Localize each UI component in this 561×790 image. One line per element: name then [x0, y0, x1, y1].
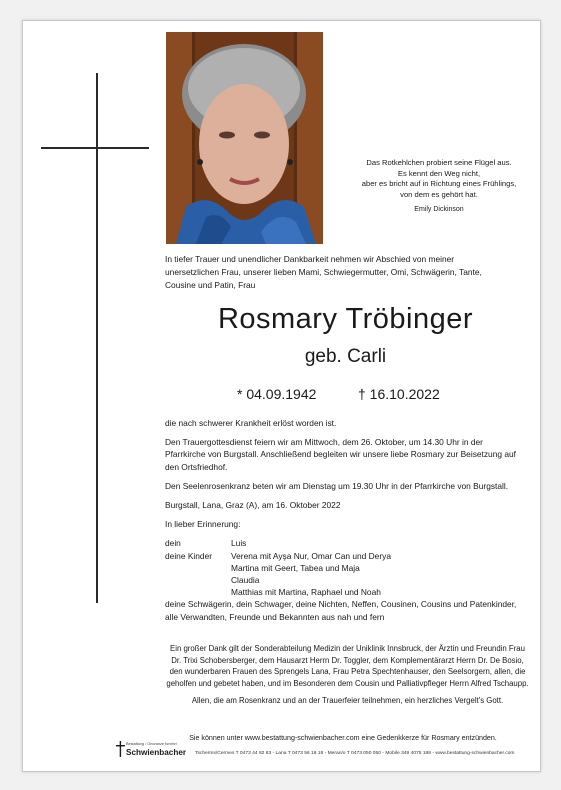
logo-subtitle: Bestattung / Onoranze funebri	[126, 742, 177, 746]
memorial-candle-note: Sie können unter www.bestattung-schwienbacher.com eine Gedenkkerze für Rosmary entzünden.	[189, 734, 497, 742]
family-label-children: deine Kinder	[165, 550, 213, 561]
remembrance-heading: In lieber Erinnerung:	[165, 519, 241, 530]
quote-line: Das Rotkehlchen probiert seine Flügel aus.	[366, 158, 512, 167]
contact-line: Tscherms/Cermes T 0473 44 82 83 - Lana T 0473 56 18 18 - Meran/o T 0473 050 050 - Mobile 349 4075 188 - www.bestattung-schwienbacher.com	[195, 751, 515, 756]
thanks-paragraph: Ein großer Dank gilt der Sonderabteilung Medizin der Uniklinik Innsbruck, der Ärztin und Freundin Frau Dr. Trixi Schobersberger, dem Hausarzt Herrn Dr. Toggler, dem Komplementärarzt Herrn Dr. De Bosio, den wunderbaren Frauen des Sprengels Lana, Frau Petra Spechtenhauser, den Seelsorgern, allen, die geholfen und gebetet haben, und im Besonderen dem Cousin und Palliativpfleger Herrn Alfred Tschaupp.	[166, 644, 529, 688]
funeral-home-logo	[115, 740, 193, 762]
rosary-paragraph: Den Seelenrosenkranz beten wir am Dienstag um 19.30 Uhr in der Pfarrkirche von Burgstall.	[165, 480, 509, 491]
family-child: Matthias mit Martina, Raphael und Noah	[231, 587, 381, 598]
funeral-service-paragraph: Den Trauergottesdienst feiern wir am Mittwoch, dem 26. Oktober, um 14.30 Uhr in der Pfarrkirche von Burgstall. Anschließend begleiten wir unsere liebe Rosmary zur Beisetzung auf den Ortsfriedhof.	[165, 437, 516, 472]
notice-body	[165, 417, 525, 630]
funeral-home-footer	[115, 740, 535, 762]
quote-author: Emily Dickinson	[414, 205, 464, 213]
quote-line: von dem es gehört hat.	[400, 190, 478, 200]
logo-cross-icon	[116, 741, 125, 757]
family-child: Claudia	[231, 575, 260, 586]
quote-line: aber es bricht auf in Richtung eines Frühlings,	[361, 179, 517, 189]
deceased-name: Rosmary Tröbinger	[217, 303, 474, 335]
place-date-line: Burgstall, Lana, Graz (A), am 16. Oktober 2022	[165, 500, 341, 511]
family-husband: Luis	[231, 538, 247, 549]
cross-vertical-line	[96, 73, 98, 603]
logo-name: Schwienbacher	[126, 748, 187, 757]
portrait-photo	[166, 32, 323, 244]
family-relatives: deine Schwägerin, dein Schwager, deine Nichten, Neffen, Cousinen, Cousins und Patenkinder, alle Verwandten, Freunde und Bekannten aus nah und fern	[165, 599, 517, 622]
quote-line: Es kennt den Weg nicht,	[397, 168, 481, 178]
cross-horizontal-line	[41, 147, 149, 149]
death-date: † 16.10.2022	[358, 386, 440, 402]
family-child: Martina mit Geert, Tabea und Maja	[231, 562, 360, 573]
quote-block	[339, 158, 539, 216]
family-child: Verena mit Ayşa Nur, Omar Can und Derya	[231, 550, 391, 561]
family-label-husband: dein	[165, 538, 181, 549]
thanks-block	[165, 643, 530, 713]
maiden-name: geb. Carli	[304, 346, 387, 367]
family-list	[165, 537, 525, 598]
body-paragraph: die nach schwerer Krankheit erlöst worden ist.	[165, 418, 337, 428]
obituary-card	[22, 20, 541, 772]
intro-text: In tiefer Trauer und unendlicher Dankbarkeit nehmen wir Abschied von meiner unersetzlichen Frau, unserer lieben Mami, Schwiegermutter, Omi, Schwägerin, Tante, Cousine und Patin, Frau	[165, 254, 482, 290]
gratitude-paragraph: Allen, die am Rosenkranz und an der Trauerfeier teilnehmen, ein herzliches Vergelt's Gott.	[191, 696, 504, 706]
birth-date: * 04.09.1942	[237, 386, 317, 402]
